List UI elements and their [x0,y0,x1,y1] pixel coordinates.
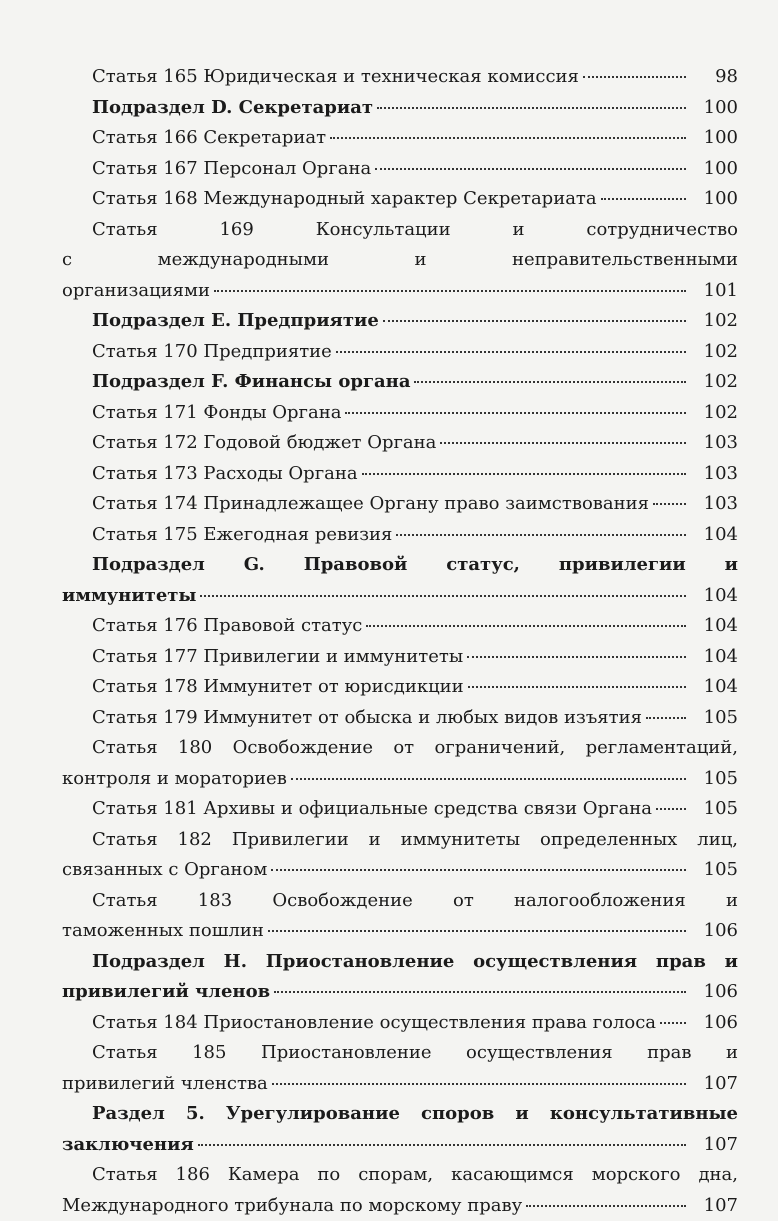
toc-entry-title: привилегий членов [62,977,270,1008]
toc-entry-title: Статья 167 Персонал Органа [92,154,371,185]
dot-leader [366,625,686,627]
toc-entry-title-line: Статья 185 Приостановление осуществления прав и [92,1038,738,1069]
toc-section-entry[interactable] [62,306,738,337]
page-number: 107 [690,1069,738,1100]
page-number: 105 [690,855,738,886]
toc-entry-title: Статья 176 Правовой статус [92,611,362,642]
dot-leader [268,930,686,932]
toc-article-entry[interactable] [62,1160,738,1221]
toc-entry-title: Международного трибунала по морскому праву [62,1191,522,1221]
dot-leader [362,473,686,475]
page-number: 102 [690,337,738,368]
toc-entry-title: Статья 175 Ежегодная ревизия [92,520,392,551]
toc-article-entry[interactable] [62,62,738,93]
toc-entry-title: связанных с Органом [62,855,267,886]
dot-leader [467,656,686,658]
dot-leader [601,198,686,200]
dot-leader [291,778,686,780]
toc-entry-title: Статья 170 Предприятие [92,337,332,368]
page-number: 104 [690,611,738,642]
dot-leader [396,534,686,536]
dot-leader [583,76,686,78]
page-number: 102 [690,398,738,429]
toc-entry-title: Статья 172 Годовой бюджет Органа [92,428,436,459]
toc-entry-title: Статья 173 Расходы Органа [92,459,358,490]
toc-article-entry[interactable] [62,642,738,673]
page-number: 98 [690,62,738,93]
toc-entry-title-line: Статья 182 Привилегии и иммунитеты определенных лиц, [92,825,738,856]
dot-leader [214,290,686,292]
toc-entry-title: Статья 179 Иммунитет от обыска и любых видов изъятия [92,703,642,734]
dot-leader [336,351,686,353]
toc-entry-title: организациями [62,276,210,307]
toc-entry-title: Статья 174 Принадлежащее Органу право заимствования [92,489,649,520]
toc-article-entry[interactable] [62,1008,738,1039]
page-number: 102 [690,306,738,337]
toc-entry-title-line: Статья 169 Консультации и сотрудничество [92,215,738,246]
toc-article-entry[interactable] [62,398,738,429]
page-number: 100 [690,184,738,215]
toc-entry-title-line: Статья 186 Камера по спорам, касающимся морского дна, [92,1160,738,1191]
page-number: 104 [690,642,738,673]
page-number: 106 [690,916,738,947]
toc-article-entry[interactable] [62,520,738,551]
toc-article-entry[interactable] [62,703,738,734]
toc-entry-title: Статья 181 Архивы и официальные средства связи Органа [92,794,652,825]
dot-leader [526,1205,686,1207]
dot-leader [440,442,686,444]
page-number: 103 [690,459,738,490]
toc-entry-title: Статья 166 Секретариат [92,123,326,154]
toc-entry-title-line: Подраздел H. Приостановление осуществления прав и [92,947,738,978]
page-number: 107 [690,1130,738,1161]
page-number: 106 [690,1008,738,1039]
toc-article-entry[interactable] [62,489,738,520]
dot-leader [656,808,686,810]
toc-article-entry[interactable] [62,794,738,825]
dot-leader [377,107,686,109]
page-number: 102 [690,367,738,398]
toc-entry-title: Статья 165 Юридическая и техническая комиссия [92,62,579,93]
page-number: 100 [690,93,738,124]
toc-entry-title: Подраздел E. Предприятие [92,306,379,337]
page-number: 104 [690,520,738,551]
toc-article-entry[interactable] [62,886,738,947]
toc-article-entry[interactable] [62,337,738,368]
page-number: 100 [690,154,738,185]
dot-leader [414,381,686,383]
dot-leader [271,869,686,871]
dot-leader [198,1144,686,1146]
dot-leader [646,717,686,719]
toc-entry-title-line: Статья 183 Освобождение от налогообложения и [92,886,738,917]
toc-entry-title: таможенных пошлин [62,916,264,947]
toc-section-entry[interactable] [62,93,738,124]
toc-section-entry[interactable] [62,550,738,611]
toc-entry-title-line: Статья 180 Освобождение от ограничений, регламентаций, [92,733,738,764]
toc-entry-title: привилегий членства [62,1069,268,1100]
toc-section-entry[interactable] [62,367,738,398]
page-number: 101 [690,276,738,307]
toc-entry-title: Статья 168 Международный характер Секретариата [92,184,597,215]
page-number: 105 [690,764,738,795]
table-of-contents [62,62,738,1221]
toc-article-entry[interactable] [62,733,738,794]
page-number: 104 [690,581,738,612]
dot-leader [660,1022,686,1024]
toc-article-entry[interactable] [62,154,738,185]
page-number: 100 [690,123,738,154]
toc-entry-title: Подраздел D. Секретариат [92,93,373,124]
toc-entry-title: Статья 178 Иммунитет от юрисдикции [92,672,464,703]
toc-article-entry[interactable] [62,215,738,307]
dot-leader [200,595,686,597]
toc-article-entry[interactable] [62,428,738,459]
toc-entry-title: Статья 171 Фонды Органа [92,398,341,429]
page-number: 106 [690,977,738,1008]
dot-leader [345,412,686,414]
dot-leader [375,168,686,170]
page-number: 105 [690,794,738,825]
toc-entry-title: контроля и мораториев [62,764,287,795]
dot-leader [330,137,686,139]
toc-article-entry[interactable] [62,611,738,642]
page-number: 104 [690,672,738,703]
toc-entry-title-line: Раздел 5. Урегулирование споров и консультативные [92,1099,738,1130]
toc-entry-title: Статья 177 Привилегии и иммунитеты [92,642,463,673]
page-number: 103 [690,489,738,520]
dot-leader [383,320,686,322]
toc-article-entry[interactable] [62,123,738,154]
toc-article-entry[interactable] [62,459,738,490]
toc-section-entry[interactable] [62,947,738,1008]
toc-entry-title: Подраздел F. Финансы органа [92,367,410,398]
dot-leader [468,686,686,688]
dot-leader [274,991,686,993]
toc-section-entry[interactable] [62,1099,738,1160]
toc-entry-title-line: Подраздел G. Правовой статус, привилегии и [92,550,738,581]
toc-article-entry[interactable] [62,825,738,886]
toc-entry-title-line: с международными и неправительственными [62,245,738,276]
dot-leader [653,503,686,505]
toc-entry-title: Статья 184 Приостановление осуществления права голоса [92,1008,656,1039]
page-number: 107 [690,1191,738,1221]
toc-article-entry[interactable] [62,1038,738,1099]
dot-leader [272,1083,686,1085]
page-number: 105 [690,703,738,734]
toc-article-entry[interactable] [62,672,738,703]
page-number: 103 [690,428,738,459]
toc-article-entry[interactable] [62,184,738,215]
toc-entry-title: иммунитеты [62,581,196,612]
toc-entry-title: заключения [62,1130,194,1161]
